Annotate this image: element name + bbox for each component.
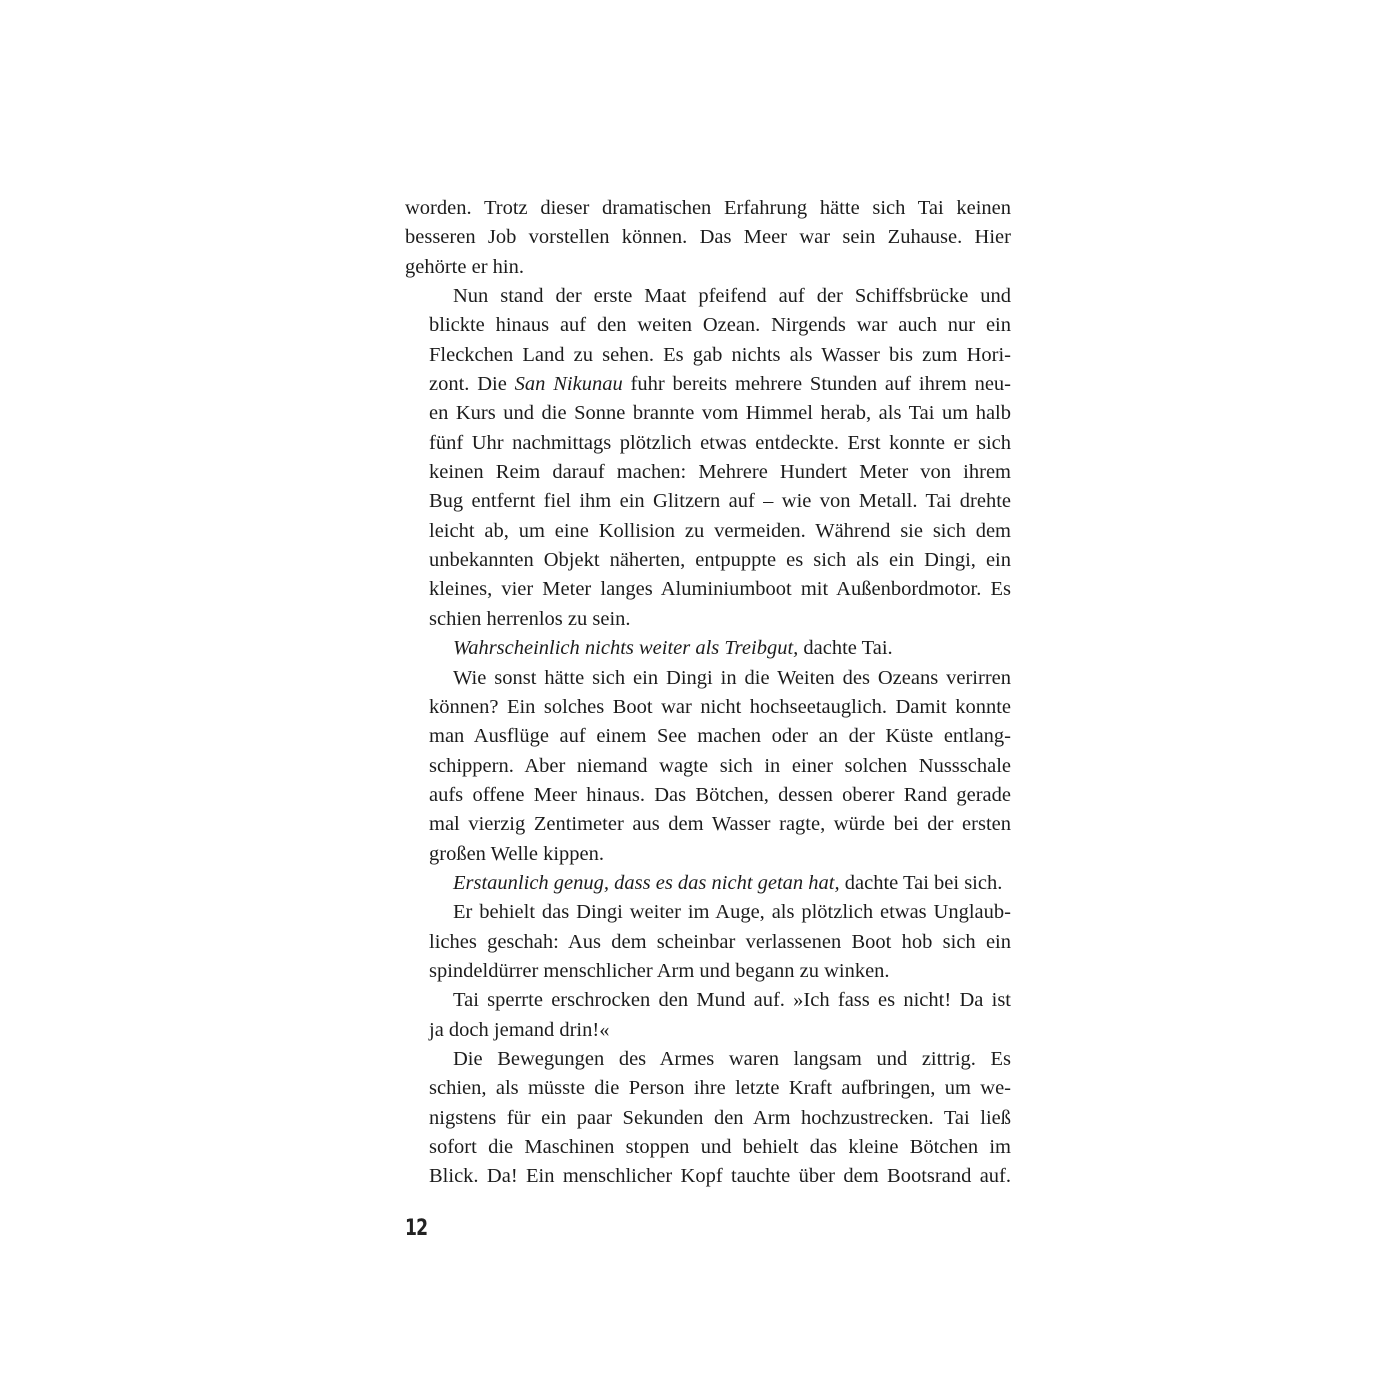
italic-thought: Erstaunlich genug, dass es das nicht getan hat, (453, 871, 840, 894)
thought-tag: dachte Tai bei sich. (839, 871, 1003, 894)
paragraph (405, 194, 1011, 282)
paragraph-thought (405, 634, 1011, 663)
paragraph (405, 898, 1011, 986)
text-line: besseren Job vorstellen können. Das Meer war sein Zuhause. Hier (405, 226, 1011, 249)
text-line: Fleckchen Land zu sehen. Es gab nichts als Wasser bis zum Hori- (429, 343, 1011, 366)
text-line (405, 634, 1011, 663)
text-line: man Ausflüge auf einem See machen oder an der Küste entlang- (429, 725, 1011, 748)
text-line: keinen Reim darauf machen: Mehrere Hundert Meter von ihrem (429, 461, 1011, 484)
thought-tag: dachte Tai. (798, 637, 893, 660)
text-line: fünf Uhr nachmittags plötzlich etwas entdeckte. Erst konnte er sich (429, 431, 1011, 454)
paragraph-thought (405, 869, 1011, 898)
text-line: mal vierzig Zentimeter aus dem Wasser ragte, würde bei der ersten (429, 813, 1011, 836)
page-number: 12 (405, 1216, 428, 1241)
text-line: liches geschah: Aus dem scheinbar verlassenen Boot hob sich ein (429, 930, 1011, 953)
text-line: schien, als müsste die Person ihre letzte Kraft aufbringen, um we- (429, 1077, 1011, 1100)
text-line: gehörte er hin. (405, 255, 524, 278)
text-line: unbekannten Objekt näherten, entpuppte es sich als ein Dingi, ein (429, 549, 1011, 572)
book-page-text (405, 194, 1011, 1192)
text-line: Tai sperrte erschrocken den Mund auf. »Ich fass es nicht! Da ist (453, 989, 1011, 1012)
text-line: Er behielt das Dingi weiter im Auge, als plötzlich etwas Unglaub- (453, 901, 1011, 924)
text-line: Die Bewegungen des Armes waren langsam und zittrig. Es (453, 1047, 1011, 1070)
text-line: blickte hinaus auf den weiten Ozean. Nirgends war auch nur ein (429, 314, 1011, 337)
text-line: Bug entfernt fiel ihm ein Glitzern auf – wie von Metall. Tai drehte (429, 490, 1011, 513)
text-line: spindeldürrer menschlicher Arm und begann zu winken. (429, 959, 890, 982)
text-line: Nun stand der erste Maat pfeifend auf der Schiffsbrücke und (453, 285, 1011, 308)
text-line: ja doch jemand drin!« (429, 1018, 610, 1041)
paragraph (405, 986, 1011, 1045)
text-line: kleines, vier Meter langes Aluminiumboot mit Außenbordmotor. Es (429, 578, 1011, 601)
text-line: nigstens für ein paar Sekunden den Arm hochzustrecken. Tai ließ (429, 1106, 1011, 1129)
paragraph (405, 1045, 1011, 1192)
text-line: schien herrenlos zu sein. (429, 607, 631, 630)
text-line: worden. Trotz dieser dramatischen Erfahrung hätte sich Tai keinen (405, 197, 1011, 219)
text-line: schippern. Aber niemand wagte sich in einer solchen Nussschale (429, 754, 1011, 777)
text-line: en Kurs und die Sonne brannte vom Himmel herab, als Tai um halb (429, 402, 1011, 425)
paragraph (405, 664, 1011, 869)
italic-thought: Wahrscheinlich nichts weiter als Treibgut, (453, 637, 799, 660)
text-line: leicht ab, um eine Kollision zu vermeiden. Während sie sich dem (429, 519, 1011, 542)
text-line: aufs offene Meer hinaus. Das Bötchen, dessen oberer Rand gerade (429, 783, 1011, 806)
text-line: sofort die Maschinen stoppen und behielt das kleine Bötchen im (429, 1136, 1011, 1158)
text-line: können? Ein solches Boot war nicht hochseetauglich. Damit konnte (429, 695, 1011, 718)
text-line: großen Welle kippen. (429, 842, 605, 865)
text-line (405, 869, 1011, 898)
paragraph (405, 282, 1011, 634)
ship-name: San Nikunau (514, 373, 623, 396)
text-line-with-italic: zont. Die San Nikunau fuhr bereits mehrere Stunden auf ihrem neu- (429, 373, 1011, 396)
text-line: Wie sonst hätte sich ein Dingi in die Weiten des Ozeans verirren (453, 666, 1011, 689)
text-line: Blick. Da! Ein menschlicher Kopf tauchte über dem Bootsrand auf. (429, 1165, 1011, 1188)
